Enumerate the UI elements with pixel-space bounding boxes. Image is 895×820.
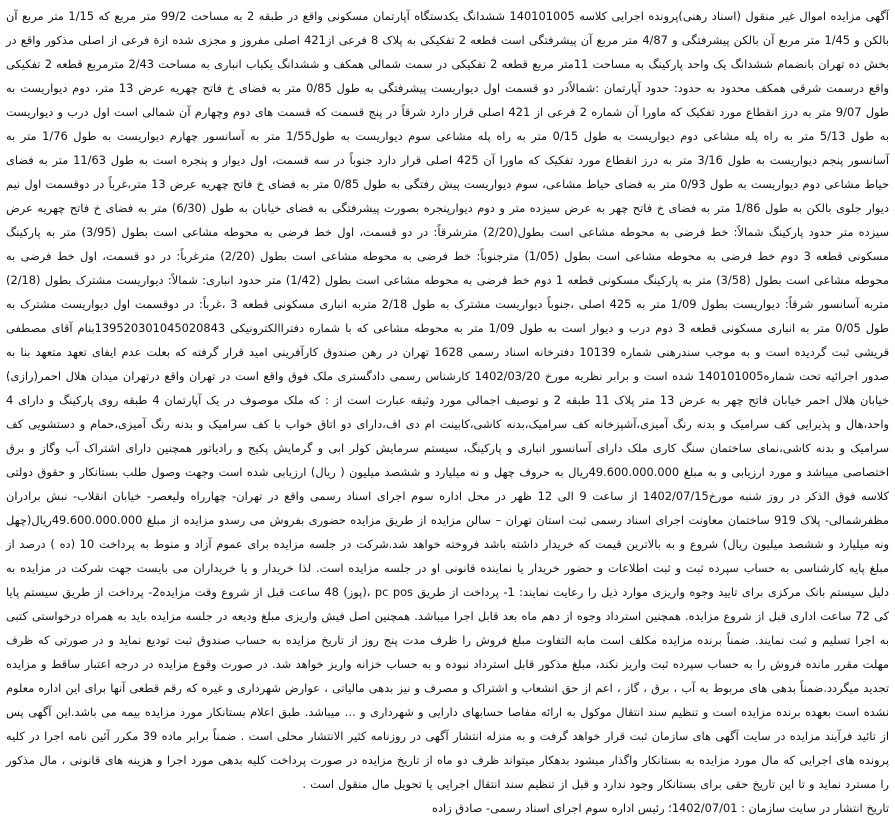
auction-notice	[6, 4, 890, 815]
notice-footer	[6, 796, 889, 820]
notice-body: آگهی مزایده اموال غیر منقول (اسناد رهنی)پرونده اجرایی کلاسه 140101005 ششدانگ یکدستگاه آپارتمان مسکونی واقع در طبقه 2 به مساحت 99/2 متر مربع که 1/15 متر مربع آن بالکن و 1/45 متر مربع آن بالکن پیشرفتگی و 4/87 متر مربع آن پیشرفتگی است قطعه 2 تفکیکی به پلاک 8 فرعی از421 اصلی مفروز و مجزی شده ازة فرعی از اصلی مذکور واقع در بخش ده تهران بانضمام ششدانگ یک واحد پارکینگ به مساحت 11متر مربع قطعه 2 تفکیکی در سمت شمالی همکف و ششدانگ یکباب انباری به مساحت 2/43 مترمربع قطعه 2 تفکیکی واقع درسمت شرقی همکف محدود به حدود: حدود آپارتمان :شمالاًدر دو قسمت اول دیواریست پیشرفتگی به طول 0/85 متر به فضای خ فاتح چهریه عرض 13 متر، دوم دیواریست به طول 9/07 متر به درز انقطاع مورد تفکیک که ماورا آن شماره 2 فرعی از 421 اصلی قرار دارد شرقاً در پنج قسمت که قسمت های دوم وچهارم آن شمالی است اول درب و دیواریست به طول 5/13 متر به راه پله مشاعی دوم دیواریست به طول 0/15 متر به راه پله مشاعی سوم دیواریست به طول1/55 متر به آسانسور چهارم دیواریست به طول 1/76 متر به آسانسور پنجم دیواریست به طول 3/16 متر به درز انقطاع مورد تفکیک که ماورا آن 425 اصلی قرار دارد جنوباً در سه قسمت، اول دیوار و پنجره است به طول 11/63 متر به فضای حیاط مشاعی دوم دیواریست به طول 0/93 متر به فضای حیاط مشاعی، سوم دیواریست پیش رفتگی به طول 0/85 متر به فضای خ فاتح چهریه عرض 13 متر،غرباً در دوقسمت اول نیم دیوار جلوی بالکن به طول 1/86 متر به فضای خ فاتح چهر به عرض سیزده متر و دوم دیوارپنجره بصورت پیشرفتگی به فضای خیابان به طول (6/30) متر به فضای خ فاتح چهریه عرض سیزده متر حدود پارکینگ شمالاً: خط فرضی به محوطه مشاعی است بطول(2/20) مترشرقاً: در دو قسمت، اول خط فرضی به محوطه مشاعی است بطول (3/95) متر به پارکینگ مسکونی قطعه 3 دوم خط فرضی به محوطه مشاعی است بطول (1/05) مترجنوباً: خط فرضی به محوطه مشاعی است بطول (2/20) مترغرباً: در دو قسمت، اول خط فرضی به محوطه مشاعی است بطول (3/58) متر به پارکینگ مسکونی قطعه 1 دوم خط فرضی به محوطه مشاعی است بطول (1/42) متر حدود انباری: شمالاً: دیواریست مشترک بطول (2/18) متربه آسانسور شرقاً: دیواریست بطول 1/09 متر به 425 اصلی ،جنوباً دیواریست مشترک به طول 2/18 متربه انباری مسکونی قطعه 3 ،غرباً: در دوقسمت اول دیواریست مشترک به طول 0/05 متر به انباری مسکونی قطعه 3 دوم درب و دیوار است به طول 1/09 متر به محوطه مشاعی که با شماره دفتراالکترونیکی 139520301045020843بنام آقای مصطفی قریشی ثبت گردیده است و به موجب سندرهنی شماره 10139 دفترخانه اسناد رسمی 1628 تهران در رهن صندوق کارآفرینی امید قرار گرفته که بعلت عدم ایفای تعهد متعهد بنا به صدور اجرائیه تحت شماره140101005 شده است و برابر نظریه مورخ 1402/03/20 کارشناس رسمی دادگستری ملک فوق واقع است در تهران واقع درتهران میدان هلال احمر(رازی) خیابان هلال احمر خیابان فاتح چهر به عرض 13 متر پلاک 11 طبقه 2 و توصیف اجمالی مورد وثیقه عبارت است از : که ملک موصوف در یک آپارتمان 4 طبقه روی پارکینگ و دارای 4 واحد،هال و پذیرایی کف سرامیک و بدنه رنگ آمیزی،آشپزخانه کف سرامیک،بدنه کاشی،کابینت ام دی اف،دارای دو اتاق خواب با کف سرامیک و بدنه رنگ آمیزی،حمام و دستشویی کف سرامیک و بدنه کاشی،نمای ساختمان سنگ کاری ملک دارای آسانسور انباری و پارکینگ، سیستم سرمایش کولر ابی و گرمایش پکیج و رادیاتور همچنین دارای اشتراک آب وگاز و برق اختصاصی میباشد و مورد ارزیابی و به مبلغ 49.600.000.000ریال به حروف چهل و نه میلیارد و ششصد میلیون ( ریال) ارزیابی شده است وجهت وصول طلب بستانکار و حقوق دولتی کلاسه فوق الذکر در روز شنبه مورخ1402/07/15 از ساعت 9 الی 12 ظهر در محل اداره سوم اجرای اسناد رسمی واقع در تهران- چهارراه ولیعصر- خیابان انقلاب- نبش برادران مظفرشمالی- پلاک 919 ساختمان معاونت اجرای اسناد رسمی ثبت استان تهران – سالن مزایده از طریق مزایده حضوری بفروش می رسدو مزایده از مبلغ 49.600.000.000ریال(چهل ونه میلیارد و ششصد میلیون ریال) شروع و به بالاترین قیمت که خریدار داشته باشد فروخته خواهد شد.شرکت در جلسه مزایده برای عموم آزاد و منوط به پرداخت 10 (ده ) درصد از مبلغ پایه کارشناسی به حساب سپرده ثبت و ثبت اطلاعات و حضور خریدار یا نماینده قانونی او در جلسه مزایده است. لذا خریدار و یا خریداران می بایست جهت شرکت در مزایده به دلیل سیستم بانک مرکزی برای تایید وجوه واریزی موارد ذیل را رعایت نمایند: 1- پرداخت از طریق pc pos ،(پوز) 48 ساعت قبل از شروع وقت مزایده2- پرداخت از طریق سیستم پایا کی 72 ساعت اداری قبل از شروع مزایده. همچنین استرداد وجوه از دهم ماه بعد قابل اجرا میباشد. همچنین اصل فیش واریزی مبلغ ودیعه در جلسه مزایده باید به همراه درخواستی کتبی به اجرا تسلیم و ثبت نمایند. ضمناً برنده مزایده مکلف است مابه التفاوت مبلغ فروش را ظرف مدت پنج روز از تاریخ مزایده به حساب صندوق ثبت تودیع نماید و در صورتی که ظرف مهلت مقرر مانده فروش را به حساب سپرده ثبت واریز نکند، مبلغ مذکور قابل استرداد نبوده و به حساب خزانه واریز خواهد شد. در صورت وقوع مزایده در درجه اعتبار ساقط و مزایده تجدید میگردد.ضمناً بدهی های مربوط به آب ، برق ، گاز ، اعم از حق انشعاب و اشتراک و مصرف و نیز بدهی مالیاتی ، عوارض شهرداری و غیره که رقم قطعی آنها برای این اداره معلوم نشده است بعهده برنده مزایده است و تنظیم سند انتقال موکول به ارائه مفاصا حسابهای دارایی و شهرداری و ... میباشد. طبق اعلام بستانکار مورد مزایده بیمه می باشد.این آگهی پس از تائید فرآیند مزایده در سایت آگهی های سازمان ثبت قرار خواهد گرفت و به منزله انتشار آگهی در روزنامه کثیر الانتشار محلی است . ضمناً برابر ماده 39 مکرر آئین نامه اجرا در کلیه پرونده های اجرایی که مال مورد مزایده به بستانکار واگذار میشود بدهکار میتواند ظرف دو ماه از تاریخ مزایده در صورت پرداخت کلیه بدهی مورد اجرا و هزینه های قانونی ، مال مذکور را مسترد نماید و تا این تاریخ حقی برای بستانکار وجود ندارد و قبل از تنظیم سند انتقال اجرایی یا تحویل مال منقول است .	[6, 9, 890, 791]
publish-date: 1402/07/01	[671, 801, 738, 815]
signature-line: ؛ رئیس اداره سوم اجرای اسناد رسمی- صادق زاده	[431, 801, 672, 815]
publish-date-label: تاریخ انتشار در سایت سازمان :	[741, 801, 889, 815]
